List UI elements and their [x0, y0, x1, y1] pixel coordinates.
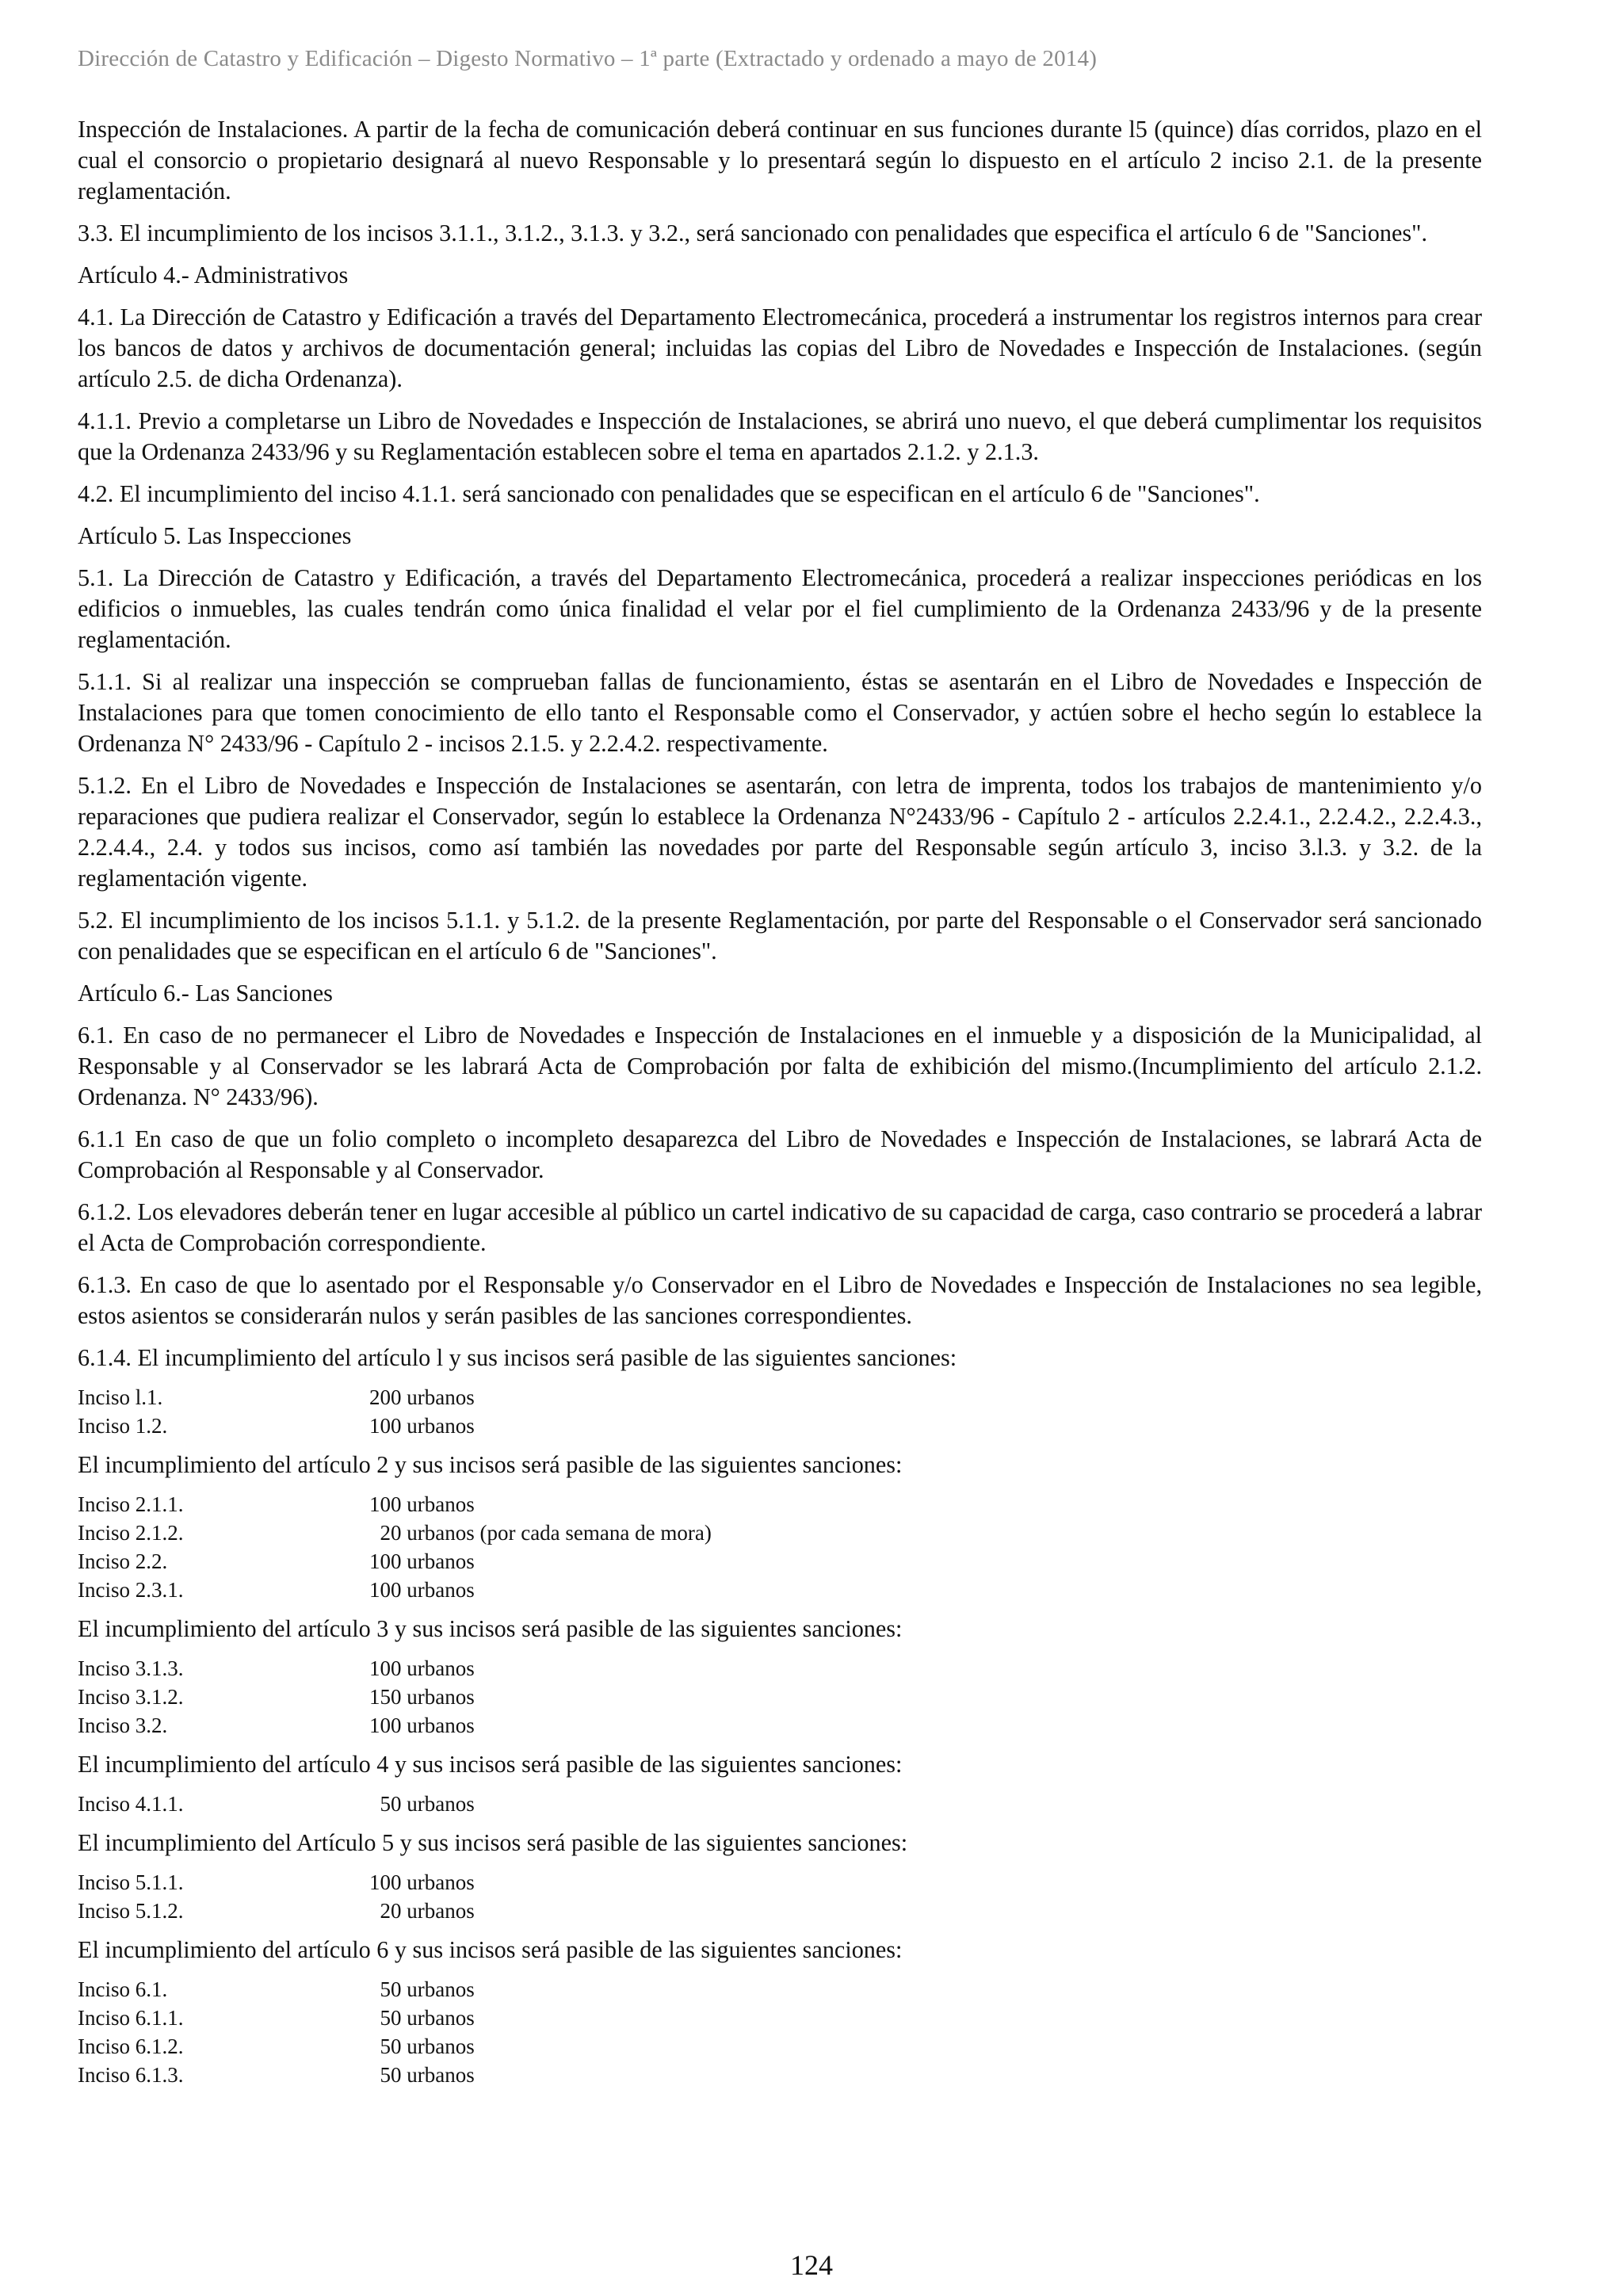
sanction-item: Inciso 2.2.	[78, 1549, 168, 1573]
sanction-amount: 100 urbanos	[369, 1870, 475, 1894]
sanction-row	[78, 1490, 1482, 1519]
paragraph: 6.1.1 En caso de que un folio completo o incompleto desaparezca del Libro de Novedades e Inspección de Instalaciones, se labrará Acta de Comprobación al Responsable y al Conservador.	[78, 1125, 1482, 1183]
sanctions-intro: El incumplimiento del Artículo 5 y sus incisos será pasible de las siguientes sanciones:	[78, 1829, 908, 1856]
paragraph: 4.1. La Dirección de Catastro y Edificación a través del Departamento Electromecánica, procederá a instrumentar los registros internos para crear los bancos de datos y archivos de documentación general; incluidas las copias del Libro de Novedades e Inspección de Instalaciones. (según artículo 2.5. de dicha Ordenanza).	[78, 304, 1482, 392]
sanction-amount: 50 urbanos	[369, 2006, 475, 2030]
sanction-item: Inciso 4.1.1.	[78, 1792, 184, 1816]
sanction-item: Inciso 2.3.1.	[78, 1578, 184, 1602]
sanction-amount: 50 urbanos	[369, 1792, 475, 1816]
section-heading: Artículo 5. Las Inspecciones	[78, 522, 352, 549]
section-heading: Artículo 6.- Las Sanciones	[78, 980, 333, 1007]
sanction-amount: 20 urbanos (por cada semana de mora)	[369, 1521, 712, 1545]
page-number: 124	[790, 2249, 833, 2281]
sanction-row	[78, 1683, 1482, 1711]
paragraph: 6.1.2. Los elevadores deberán tener en lugar accesible al público un cartel indicativo de su capacidad de carga, caso contrario se procederá a labrar el Acta de Comprobación correspondiente.	[78, 1198, 1482, 1256]
sanction-item: Inciso 3.1.3.	[78, 1656, 184, 1680]
sanction-row	[78, 1547, 1482, 1576]
sanction-row	[78, 1711, 1482, 1740]
section-heading: Artículo 4.- Administrativos	[78, 262, 349, 288]
sanction-amount: 100 urbanos	[369, 1549, 475, 1573]
sanction-amount: 50 urbanos	[369, 1977, 475, 2001]
sanction-row	[78, 1412, 1482, 1440]
paragraph: 4.2. El incumplimiento del inciso 4.1.1. será sancionado con penalidades que se especifican en el artículo 6 de "Sanciones".	[78, 480, 1260, 507]
paragraph: 3.3. El incumplimiento de los incisos 3.1.1., 3.1.2., 3.1.3. y 3.2., será sancionado con penalidades que especifica el artículo 6 de "Sanciones".	[78, 220, 1427, 246]
sanction-item: Inciso 5.1.1.	[78, 1870, 184, 1894]
sanction-amount: 100 urbanos	[369, 1414, 475, 1438]
sanction-amount: 50 urbanos	[369, 2034, 475, 2058]
sanction-table	[78, 1490, 1482, 1604]
sanction-row	[78, 1383, 1482, 1412]
sanction-row	[78, 2032, 1482, 2061]
sanction-table	[78, 1383, 1482, 1440]
sanction-table	[78, 1868, 1482, 1925]
sanction-amount: 100 urbanos	[369, 1492, 475, 1516]
sanction-row	[78, 1519, 1482, 1547]
paragraph: 5.2. El incumplimiento de los incisos 5.1.1. y 5.1.2. de la presente Reglamentación, por parte del Responsable o el Conservador será sancionado con penalidades que se especifican en el artículo 6 de "Sanciones".	[78, 907, 1482, 965]
sanction-item: Inciso 1.2.	[78, 1414, 168, 1438]
sanctions-intro: El incumplimiento del artículo 4 y sus incisos será pasible de las siguientes sanciones:	[78, 1751, 903, 1778]
sanction-row	[78, 1654, 1482, 1683]
sanctions-intro: El incumplimiento del artículo 2 y sus incisos será pasible de las siguientes sanciones:	[78, 1451, 903, 1478]
sanction-item: Inciso 2.1.1.	[78, 1492, 184, 1516]
sanctions-intro: 6.1.4. El incumplimiento del artículo l y sus incisos será pasible de las siguientes sanciones:	[78, 1344, 957, 1371]
paragraph: Inspección de Instalaciones. A partir de la fecha de comunicación deberá continuar en sus funciones durante l5 (quince) días corridos, plazo en el cual el consorcio o propietario designará al nuevo Responsable y lo presentará según lo dispuesto en el artículo 2 inciso 2.1. de la presente reglamentación.	[78, 116, 1482, 204]
sanctions-intro: El incumplimiento del artículo 6 y sus incisos será pasible de las siguientes sanciones:	[78, 1936, 903, 1963]
paragraph: 6.1. En caso de no permanecer el Libro de Novedades e Inspección de Instalaciones en el inmueble y a disposición de la Municipalidad, al Responsable y al Conservador se les labrará Acta de Comprobación por falta de exhibición del mismo.(Incumplimiento del artículo 2.1.2. Ordenanza. N° 2433/96).	[78, 1022, 1482, 1110]
sanction-table	[78, 1975, 1482, 2089]
sanction-item: Inciso l.1.	[78, 1385, 163, 1409]
sanction-amount: 50 urbanos	[369, 2063, 475, 2087]
paragraph: 5.1.1. Si al realizar una inspección se comprueban fallas de funcionamiento, éstas se asentarán en el Libro de Novedades e Inspección de Instalaciones para que tomen conocimiento de ello tanto el Responsable como el Conservador, y actúen sobre el hecho según lo establece la Ordenanza N° 2433/96 - Capítulo 2 - incisos 2.1.5. y 2.2.4.2. respectivamente.	[78, 668, 1482, 757]
sanction-item: Inciso 6.1.1.	[78, 2006, 184, 2030]
sanction-row	[78, 1975, 1482, 2004]
sanction-amount: 20 urbanos	[369, 1899, 475, 1923]
sanction-amount: 150 urbanos	[369, 1685, 475, 1709]
sanction-amount: 100 urbanos	[369, 1578, 475, 1602]
paragraph: 5.1. La Dirección de Catastro y Edificación, a través del Departamento Electromecánica, procederá a realizar inspecciones periódicas en los edificios o inmuebles, las cuales tendrán como única finalidad el velar por el fiel cumplimiento de la Ordenanza 2433/96 y de la presente reglamentación.	[78, 564, 1482, 653]
sanction-row	[78, 2004, 1482, 2032]
sanction-item: Inciso 2.1.2.	[78, 1521, 184, 1545]
sanction-amount: 100 urbanos	[369, 1713, 475, 1737]
sanction-item: Inciso 6.1.3.	[78, 2063, 184, 2087]
paragraph: 4.1.1. Previo a completarse un Libro de Novedades e Inspección de Instalaciones, se abrirá uno nuevo, el que deberá cumplimentar los requisitos que la Ordenanza 2433/96 y su Reglamentación establecen sobre el tema en apartados 2.1.2. y 2.1.3.	[78, 407, 1482, 465]
sanction-item: Inciso 5.1.2.	[78, 1899, 184, 1923]
sanction-item: Inciso 3.1.2.	[78, 1685, 184, 1709]
sanction-table	[78, 1790, 1482, 1818]
sanction-item: Inciso 6.1.2.	[78, 2034, 184, 2058]
sanctions-intro: El incumplimiento del artículo 3 y sus incisos será pasible de las siguientes sanciones:	[78, 1615, 903, 1642]
sanction-amount: 100 urbanos	[369, 1656, 475, 1680]
document-body	[78, 114, 1482, 2099]
sanction-item: Inciso 3.2.	[78, 1713, 168, 1737]
sanction-row	[78, 1790, 1482, 1818]
sanction-row	[78, 2061, 1482, 2089]
page-header: Dirección de Catastro y Edificación – Digesto Normativo – 1ª parte (Extractado y ordenado a mayo de 2014)	[78, 46, 1098, 71]
paragraph: 5.1.2. En el Libro de Novedades e Inspección de Instalaciones se asentarán, con letra de imprenta, todos los trabajos de mantenimiento y/o reparaciones que pudiera realizar el Conservador, según lo establece la Ordenanza N°2433/96 - Capítulo 2 - artículos 2.2.4.1., 2.2.4.2., 2.2.4.3., 2.2.4.4., 2.4. y todos sus incisos, como así también las novedades por parte del Responsable según artículo 3, inciso 3.l.3. y 3.2. de la reglamentación vigente.	[78, 772, 1482, 892]
paragraph: 6.1.3. En caso de que lo asentado por el Responsable y/o Conservador en el Libro de Novedades e Inspección de Instalaciones no sea legible, estos asientos se considerarán nulos y serán pasibles de las sanciones correspondientes.	[78, 1271, 1482, 1329]
sanction-row	[78, 1576, 1482, 1604]
sanction-table	[78, 1654, 1482, 1740]
sanction-item: Inciso 6.1.	[78, 1977, 168, 2001]
sanction-row	[78, 1868, 1482, 1897]
sanction-amount: 200 urbanos	[369, 1385, 475, 1409]
sanction-row	[78, 1897, 1482, 1925]
